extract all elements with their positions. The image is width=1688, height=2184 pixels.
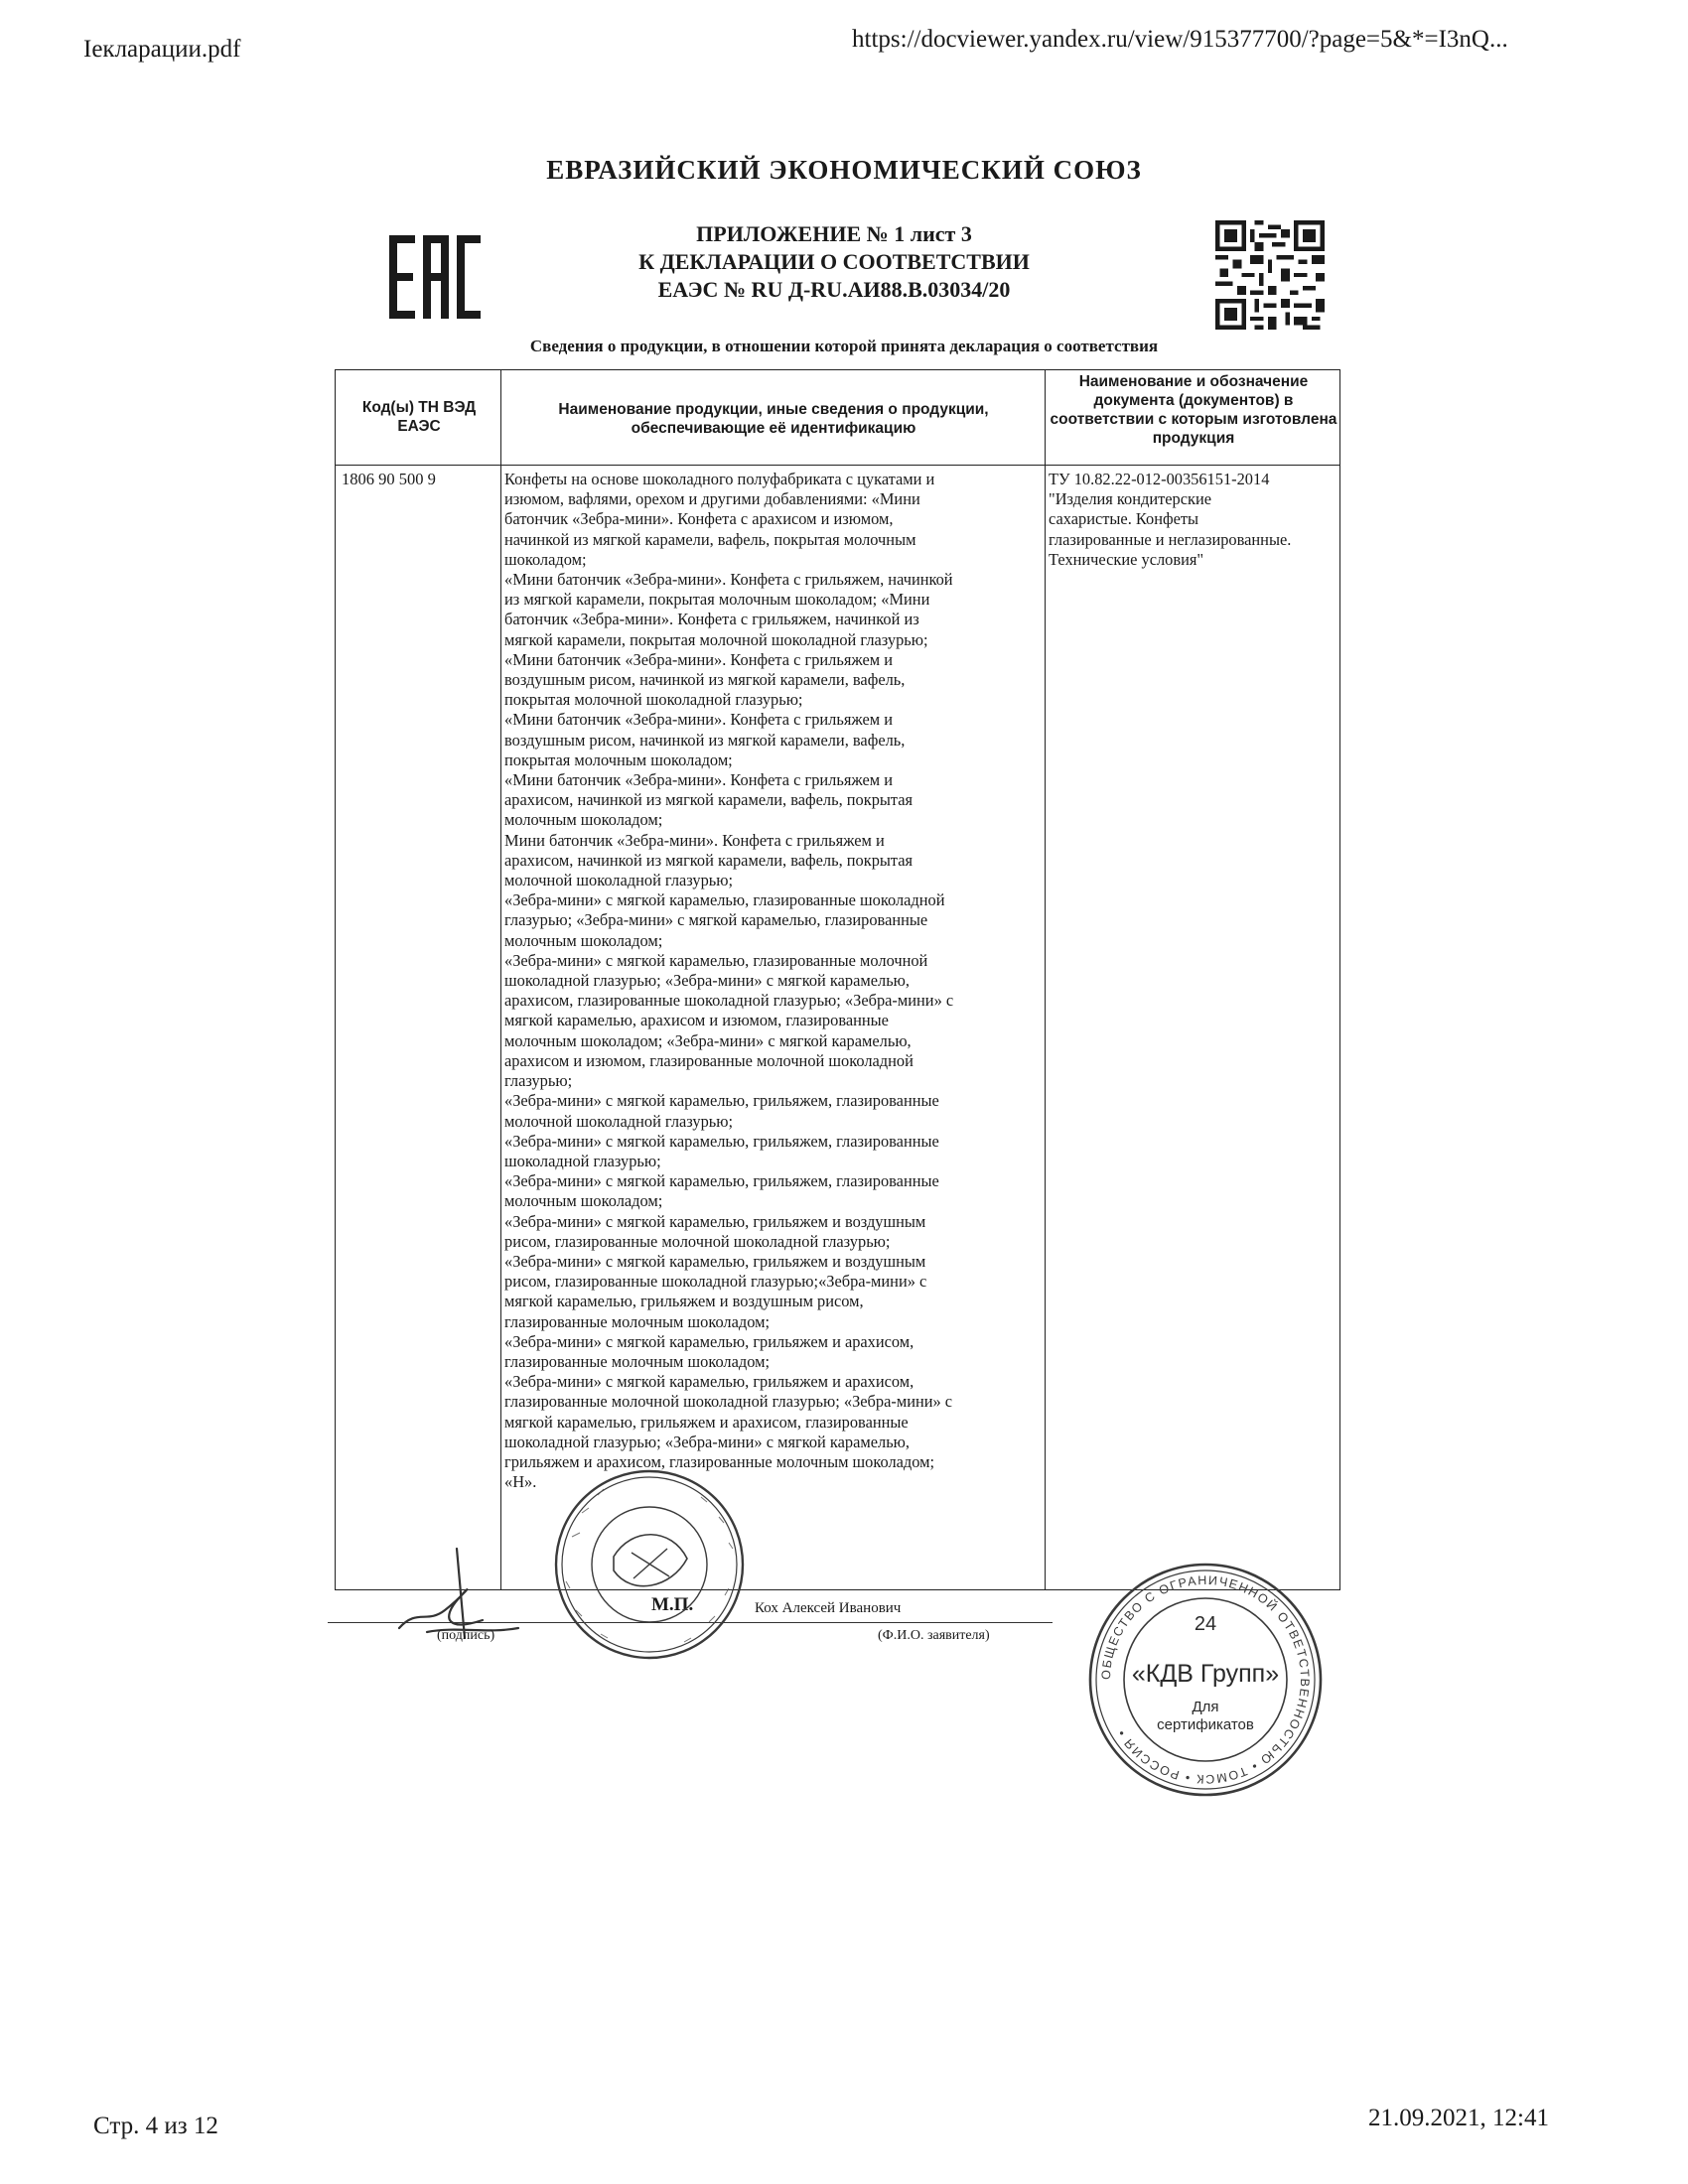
appendix-line-1: ПРИЛОЖЕНИЕ № 1 лист 3: [696, 221, 972, 246]
union-title: ЕВРАЗИЙСКИЙ ЭКОНОМИЧЕСКИЙ СОЮЗ: [546, 155, 1142, 185]
product-description: [504, 470, 1039, 1492]
product-code: 1806 90 500 9: [342, 470, 436, 488]
description-line: арахисом и изюмом, глазированные молочной шоколадной: [504, 1050, 914, 1070]
stamp-number: 24: [1194, 1613, 1217, 1635]
description-line: «Зебра-мини» с мягкой карамелью, грильяжем, глазированные: [504, 1131, 939, 1151]
standard-line: Технические условия": [1049, 549, 1204, 569]
table-header-row: [336, 370, 1339, 466]
page-url[interactable]: https://docviewer.yandex.ru/view/915377700/?page=5&*=I3nQ...: [852, 26, 1508, 53]
description-line: «Зебра-мини» с мягкой карамелью, грильяжем, глазированные: [504, 1091, 939, 1111]
fio-caption: (Ф.И.О. заявителя): [878, 1628, 990, 1643]
description-line: Мини батончик «Зебра-мини». Конфета с грильяжем и: [504, 830, 885, 850]
description-line: начинкой из мягкой карамели, вафель, покрытая молочным: [504, 529, 916, 549]
description-line: шоколадной глазурью;: [504, 1151, 661, 1170]
standard-line: "Изделия кондитерские: [1049, 489, 1212, 509]
signature-caption: (подпись): [437, 1628, 495, 1643]
description-line: рисом, глазированные шоколадной глазурью;«Зебра-мини» с: [504, 1272, 927, 1292]
description-line: шоколадной глазурью; «Зебра-мини» с мягкой карамелью,: [504, 971, 911, 991]
description-line: «Мини батончик «Зебра-мини». Конфета с грильяжем, начинкой: [504, 570, 953, 590]
company-seal-stamp-icon: [552, 1467, 747, 1662]
description-line: глазированные молочной шоколадной глазурью; «Зебра-мини» с: [504, 1392, 953, 1412]
description-line: «Зебра-мини» с мягкой карамелью, грильяжем и воздушным: [504, 1251, 926, 1271]
description-line: молочным шоколадом;: [504, 810, 663, 830]
stamp-company: «КДВ Групп»: [1131, 1660, 1280, 1688]
description-line: мягкой карамели, покрытая молочной шоколадной глазурью;: [504, 629, 928, 649]
description-line: молочным шоколадом;: [504, 930, 663, 950]
print-datetime: 21.09.2021, 12:41: [1368, 2105, 1549, 2131]
description-line: молочной шоколадной глазурью;: [504, 871, 734, 890]
description-line: арахисом, глазированные шоколадной глазурью; «Зебра-мини» с: [504, 991, 954, 1011]
qr-code-icon: [1215, 220, 1325, 330]
description-line: батончик «Зебра-мини». Конфета с арахисом и изюмом,: [504, 509, 894, 529]
stamp-purpose-1: Для: [1192, 1699, 1219, 1715]
appendix-line-2: К ДЕКЛАРАЦИИ О СООТВЕТСТВИИ: [638, 249, 1030, 274]
header-code: Код(ы) ТН ВЭД ЕАЭС: [361, 399, 477, 435]
description-line: глазированные молочным шоколадом;: [504, 1351, 771, 1371]
description-line: «Зебра-мини» с мягкой карамелью, глазированные шоколадной: [504, 890, 945, 910]
description-line: «Зебра-мини» с мягкой карамелью, грильяжем и арахисом,: [504, 1372, 914, 1392]
description-line: «Мини батончик «Зебра-мини». Конфета с грильяжем и: [504, 710, 893, 730]
description-line: «Мини батончик «Зебра-мини». Конфета с грильяжем и: [504, 770, 893, 790]
description-line: «Зебра-мини» с мягкой карамелью, глазированные молочной: [504, 950, 928, 970]
description-line: воздушным рисом, начинкой из мягкой карамели, вафель,: [504, 670, 906, 690]
standard-line: глазированные и неглазированные.: [1049, 529, 1292, 549]
description-line: грильяжем и арахисом, глазированные молочным шоколадом;: [504, 1451, 935, 1471]
page-counter: Стр. 4 из 12: [93, 2113, 218, 2139]
seal-place-label: М.П.: [651, 1594, 694, 1615]
eac-logo-icon: [387, 233, 483, 321]
product-standard: [1049, 470, 1338, 570]
description-line: шоколадной глазурью; «Зебра-мини» с мягкой карамелью,: [504, 1432, 911, 1451]
description-line: арахисом, начинкой из мягкой карамели, вафель, покрытая: [504, 790, 914, 810]
stamp-ring-text: ОБЩЕСТВО С ОГРАНИЧЕННОЙ ОТВЕТСТВЕННОСТЬЮ • ТОМСК • РОССИЯ •: [1098, 1572, 1313, 1787]
description-line: из мягкой карамели, покрытая молочным шоколадом; «Мини: [504, 590, 930, 610]
standard-line: ТУ 10.82.22-012-00356151-2014: [1049, 470, 1270, 488]
description-line: Конфеты на основе шоколадного полуфабриката с цукатами и: [504, 470, 935, 488]
description-line: глазурью;: [504, 1071, 573, 1091]
column-divider: [1045, 370, 1046, 1589]
description-line: покрытая молочным шоколадом;: [504, 750, 733, 769]
description-line: молочным шоколадом;: [504, 1191, 663, 1211]
description-line: «Зебра-мини» с мягкой карамелью, грильяжем и воздушным: [504, 1211, 926, 1231]
appendix-line-3: ЕАЭС № RU Д-RU.АИ88.В.03034/20: [657, 277, 1011, 302]
description-line: глазурью; «Зебра-мини» с мягкой карамелью, глазированные: [504, 910, 928, 930]
applicant-name: Кох Алексей Иванович: [755, 1600, 902, 1616]
description-line: арахисом, начинкой из мягкой карамели, вафель, покрытая: [504, 850, 914, 870]
description-line: мягкой карамелью, грильяжем и воздушным рисом,: [504, 1292, 864, 1311]
description-line: рисом, глазированные молочной шоколадной глазурью;: [504, 1231, 891, 1251]
description-line: шоколадом;: [504, 549, 587, 569]
description-line: глазированные молочным шоколадом;: [504, 1311, 771, 1331]
appendix-heading: [556, 220, 1112, 304]
column-divider: [500, 370, 501, 1589]
description-line: батончик «Зебра-мини». Конфета с грильяжем, начинкой из: [504, 610, 919, 629]
description-line: молочным шоколадом; «Зебра-мини» с мягкой карамелью,: [504, 1030, 912, 1050]
description-line: «Н».: [504, 1472, 537, 1492]
company-stamp-icon: [1086, 1561, 1325, 1799]
description-line: изюмом, вафлями, орехом и другими добавлениями: «Мини: [504, 489, 920, 509]
description-line: молочной шоколадной глазурью;: [504, 1111, 734, 1131]
description-line: «Зебра-мини» с мягкой карамелью, грильяжем и арахисом,: [504, 1331, 914, 1351]
description-line: «Зебра-мини» с мягкой карамелью, грильяжем, глазированные: [504, 1171, 939, 1191]
standard-line: сахаристые. Конфеты: [1049, 509, 1199, 529]
stamp-purpose-2: сертификатов: [1157, 1716, 1254, 1733]
header-standard: Наименование и обозначение документа (документов) в соответствии с которым изготовлена продукция: [1050, 373, 1337, 447]
table-caption: Сведения о продукции, в отношении которой принята декларация о соответствия: [529, 337, 1159, 355]
description-line: мягкой карамелью, грильяжем и арахисом, глазированные: [504, 1412, 909, 1432]
product-table: [335, 369, 1340, 1590]
description-line: «Мини батончик «Зебра-мини». Конфета с грильяжем и: [504, 649, 893, 669]
header-product: Наименование продукции, иные сведения о продукции, обеспечивающие её идентификацию: [558, 401, 989, 437]
description-line: мягкой карамелью, арахисом и изюмом, глазированные: [504, 1011, 889, 1030]
description-line: воздушным рисом, начинкой из мягкой карамели, вафель,: [504, 730, 906, 750]
pdf-filename: Іекларации.pdf: [83, 36, 241, 63]
description-line: покрытая молочной шоколадной глазурью;: [504, 690, 803, 710]
